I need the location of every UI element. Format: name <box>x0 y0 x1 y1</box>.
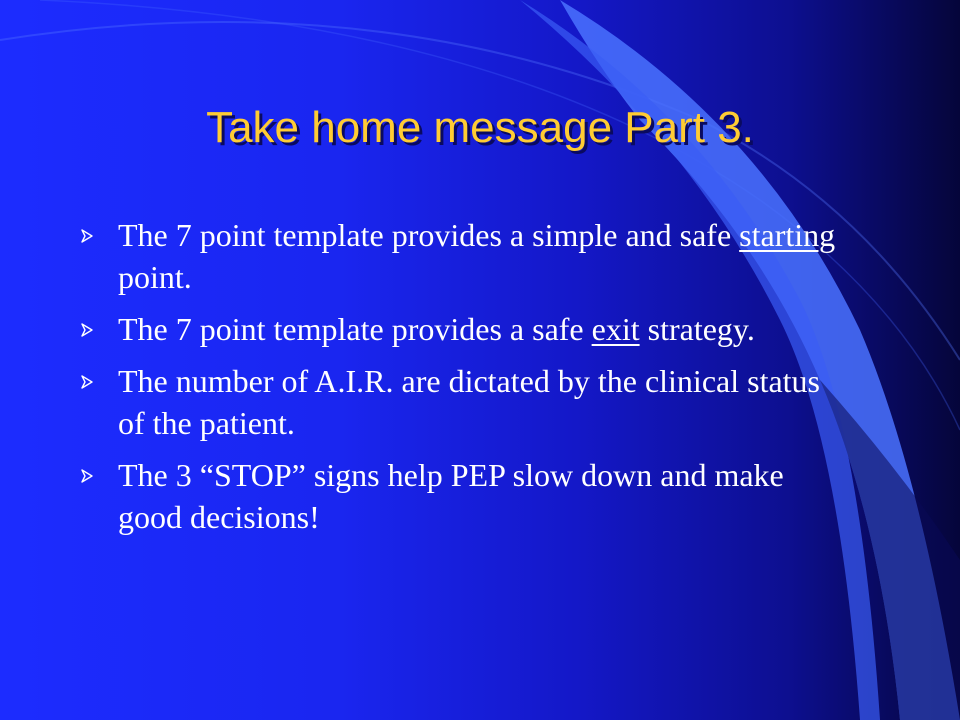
bullet-item <box>80 454 850 538</box>
arrow-bullet-icon <box>80 323 94 337</box>
arrow-bullet-icon <box>80 375 94 389</box>
bullet-text: The number of A.I.R. are dictated by the clinical status of the patient. <box>118 363 820 441</box>
bullet-text: The 7 point template provides a simple and safe <box>118 217 740 253</box>
bullet-text: The 3 “STOP” signs help PEP slow down and make good decisions! <box>118 457 784 535</box>
bullet-underlined-word: starting <box>739 217 836 253</box>
bullet-item <box>80 308 850 350</box>
arrow-bullet-icon <box>80 469 94 483</box>
bullet-list <box>80 214 850 548</box>
bullet-text: The 7 point template provides a safe <box>118 311 592 347</box>
slide-title: Take home message Part 3. <box>206 103 754 152</box>
bullet-underlined-word: exit <box>591 311 640 347</box>
bullet-text-end: point. <box>118 259 192 295</box>
arrow-bullet-icon <box>80 229 94 243</box>
bullet-item <box>80 214 850 298</box>
bullet-item <box>80 360 850 444</box>
bullet-text-end: strategy. <box>639 311 755 347</box>
